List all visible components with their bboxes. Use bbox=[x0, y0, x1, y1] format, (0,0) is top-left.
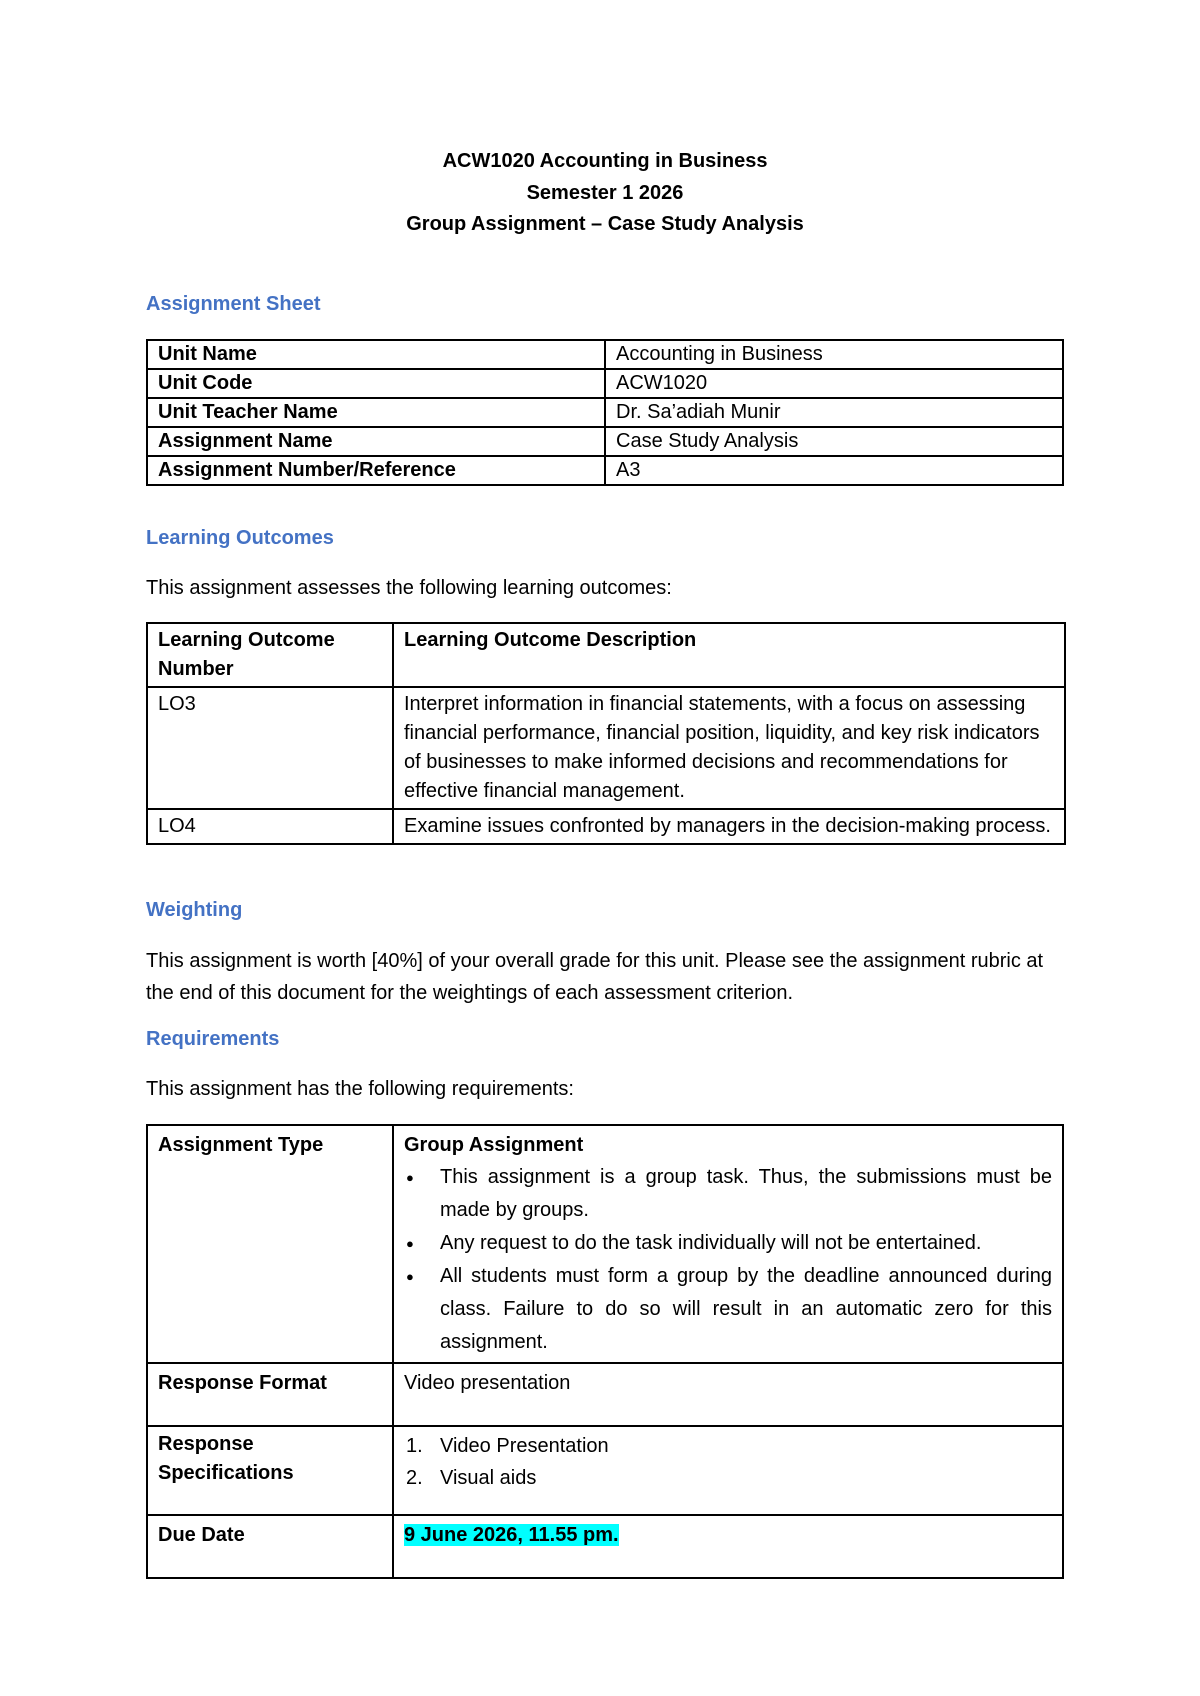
column-header-number: Learning Outcome Number bbox=[147, 623, 393, 687]
requirements-intro: This assignment has the following requirements: bbox=[146, 1078, 574, 1100]
outcome-description: Interpret information in financial statements, with a focus on assessing financial performance, financial position, liquidity, and key risk indicators of businesses to make informed decisions and recommendations for effective financial management. bbox=[393, 687, 1065, 809]
due-date-cell bbox=[393, 1515, 1063, 1578]
table-row bbox=[147, 687, 1065, 809]
response-format-value: Video presentation bbox=[393, 1363, 1063, 1426]
title-line-1: ACW1020 Accounting in Business bbox=[442, 150, 768, 172]
assignment-type-bullets bbox=[404, 1161, 1052, 1359]
weighting-text: This assignment is worth [40%] of your overall grade for this unit. Please see the assignment rubric at the end of this document for the weightings of each assessment criterion. bbox=[146, 950, 1044, 1004]
list-number: 1. bbox=[406, 1435, 423, 1457]
outcome-number: LO3 bbox=[147, 687, 393, 809]
response-spec-cell bbox=[393, 1426, 1063, 1515]
column-header-description: Learning Outcome Description bbox=[393, 623, 1065, 687]
table-cell-key: Assignment Name bbox=[147, 427, 605, 456]
table-cell-value: ACW1020 bbox=[605, 369, 1063, 398]
table-row bbox=[147, 1426, 1063, 1515]
list-item: ● This assignment is a group task. Thus, the submissions must be made by groups. bbox=[440, 1161, 1052, 1227]
assignment-sheet-table bbox=[146, 339, 1064, 486]
learning-outcomes-table bbox=[146, 622, 1066, 845]
list-item bbox=[406, 1462, 1052, 1494]
table-row bbox=[147, 456, 1063, 485]
table-cell-key: Unit Code bbox=[147, 369, 605, 398]
list-item: ● Any request to do the task individually will not be entertained. bbox=[440, 1227, 1052, 1260]
title-line-2: Semester 1 2026 bbox=[526, 181, 684, 204]
table-row bbox=[147, 427, 1063, 456]
outcome-number: LO4 bbox=[147, 809, 393, 844]
table-header-row bbox=[147, 623, 1065, 687]
table-cell-value: Accounting in Business bbox=[605, 340, 1063, 369]
due-date-label: Due Date bbox=[147, 1515, 393, 1578]
table-cell-value: A3 bbox=[605, 456, 1063, 485]
requirements-heading: Requirements bbox=[146, 1028, 280, 1050]
assignment-type-value: Group Assignment bbox=[404, 1134, 584, 1156]
list-number: 2. bbox=[406, 1467, 423, 1489]
list-item: ● All students must form a group by the deadline announced during class. Failure to do so will result in an automatic zero for this assignment. bbox=[440, 1260, 1052, 1359]
table-row bbox=[147, 809, 1065, 844]
due-date-value: 9 June 2026, 11.55 pm. bbox=[404, 1524, 619, 1546]
table-cell-key: Assignment Number/Reference bbox=[147, 456, 605, 485]
document-title bbox=[146, 146, 1064, 241]
table-row bbox=[147, 1515, 1063, 1578]
list-text: Video Presentation bbox=[440, 1435, 609, 1457]
assignment-type-label: Assignment Type bbox=[147, 1125, 393, 1363]
table-row bbox=[147, 369, 1063, 398]
requirements-table bbox=[146, 1124, 1064, 1579]
list-item bbox=[406, 1430, 1052, 1462]
outcome-description: Examine issues confronted by managers in the decision-making process. bbox=[393, 809, 1065, 844]
learning-outcomes-intro: This assignment assesses the following learning outcomes: bbox=[146, 577, 672, 599]
weighting-heading: Weighting bbox=[146, 899, 243, 921]
table-row bbox=[147, 398, 1063, 427]
response-spec-list bbox=[404, 1430, 1052, 1494]
table-cell-key: Unit Name bbox=[147, 340, 605, 369]
table-row bbox=[147, 340, 1063, 369]
learning-outcomes-heading: Learning Outcomes bbox=[146, 527, 334, 549]
response-spec-label: Response Specifications bbox=[147, 1426, 393, 1515]
assignment-type-cell bbox=[393, 1125, 1063, 1363]
table-cell-value: Case Study Analysis bbox=[605, 427, 1063, 456]
response-format-label: Response Format bbox=[147, 1363, 393, 1426]
table-row bbox=[147, 1125, 1063, 1363]
assignment-sheet-heading: Assignment Sheet bbox=[146, 293, 321, 315]
table-cell-key: Unit Teacher Name bbox=[147, 398, 605, 427]
table-cell-value: Dr. Sa’adiah Munir bbox=[605, 398, 1063, 427]
list-text: Visual aids bbox=[440, 1467, 537, 1489]
table-row bbox=[147, 1363, 1063, 1426]
title-line-3: Group Assignment – Case Study Analysis bbox=[406, 213, 804, 235]
